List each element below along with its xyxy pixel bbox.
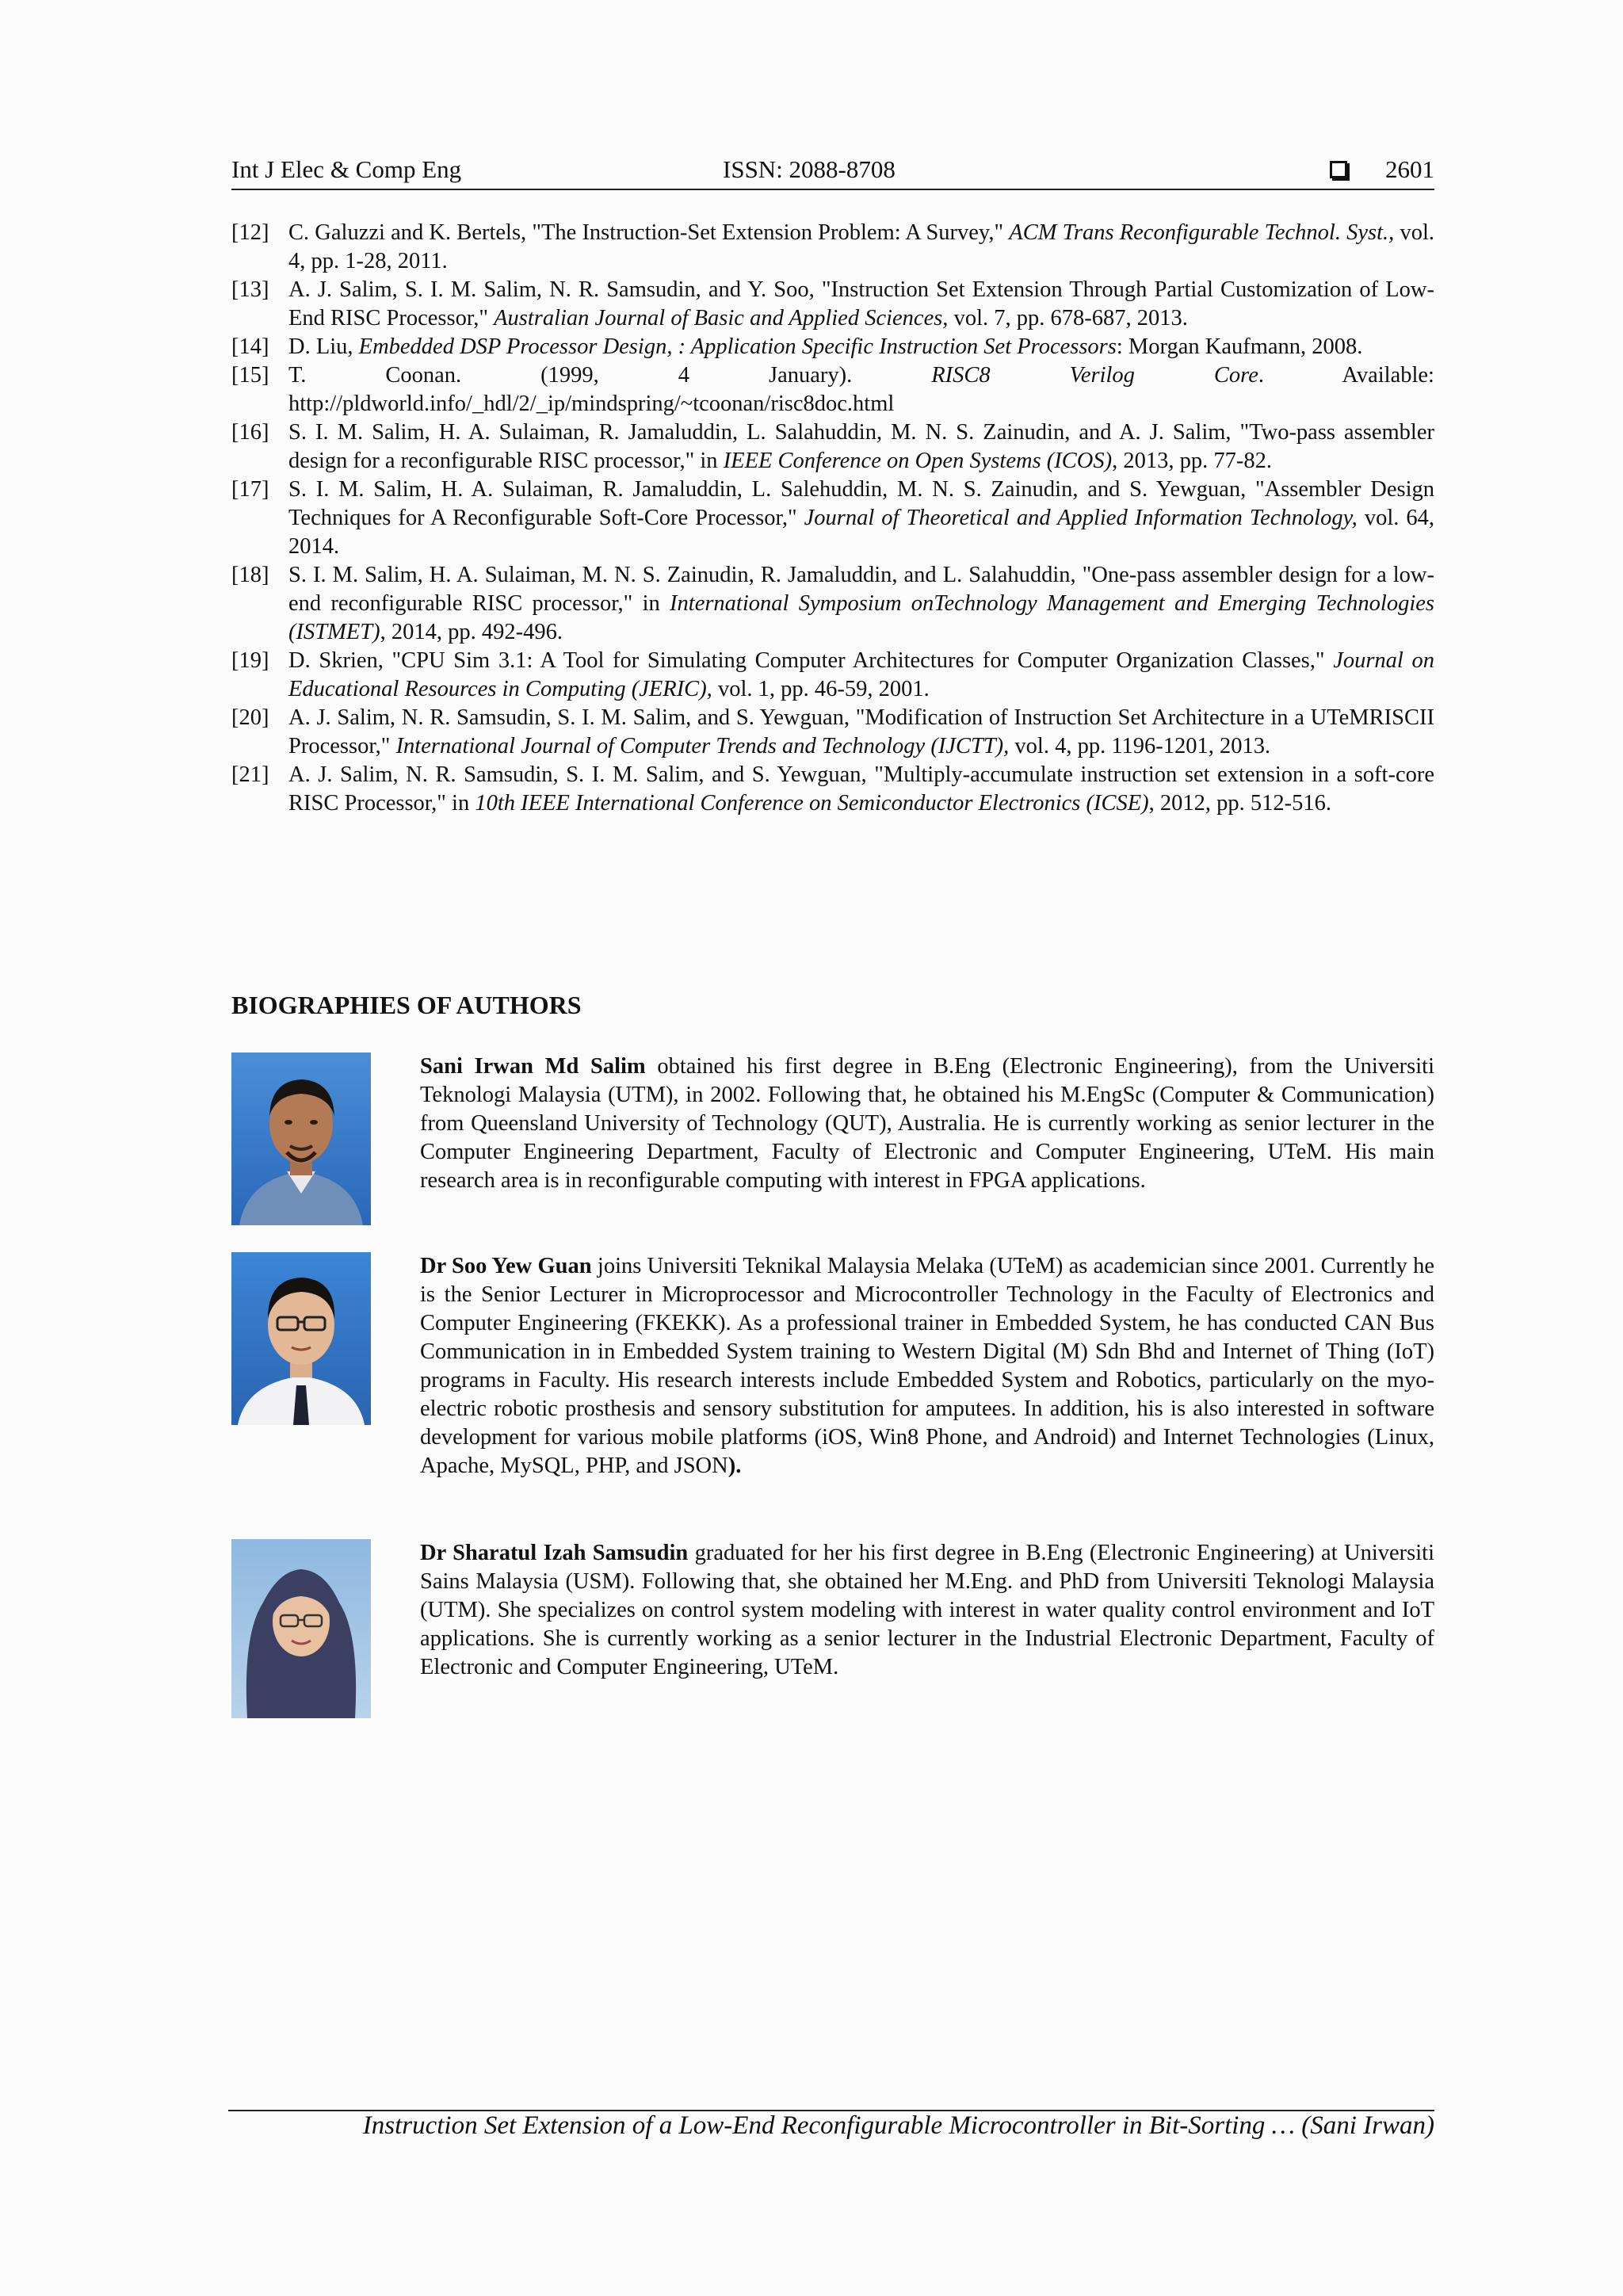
reference-venue: 10th IEEE International Conference on Semiconductor Electronics (ICSE) [475,791,1149,816]
bio-tail: ). [727,1454,742,1478]
author-photo [231,1252,371,1425]
reference-number: [15] [231,363,269,388]
reference-text: D. Liu, [288,334,359,359]
reference-item [231,219,1434,276]
reference-text: C. Galuzzi and K. Bertels, "The Instruction-Set Extension Problem: A Survey," [288,220,1010,245]
reference-venue: Australian Journal of Basic and Applied Sciences, [494,306,949,330]
bio-body: obtained his first degree in B.Eng (Electronic Engineering), from the Universiti Teknologi Malaysia (UTM), in 2002. Following that, he obtained his M.EngSc (Computer & Communication) from Queensland University of Technology (QUT), Australia. He is currently working as senior lecturer in the Computer Engineering Department, Faculty of Electronic and Computer Engineering, UTeM. His main research area is in reconfigurable computing with interest in FPGA applications. [420,1054,1434,1193]
reference-item [231,704,1434,761]
author-photo [231,1052,371,1225]
reference-text: , 2013, pp. 77-82. [1112,449,1272,473]
reference-venue: IEEE Conference on Open Systems (ICOS) [723,449,1113,473]
reference-number: [12] [231,220,269,245]
reference-item [231,761,1434,818]
page-number: 2601 [1385,155,1434,183]
author-bio [231,1539,1434,1721]
reference-list [231,219,1434,818]
author-portrait-icon [231,1252,371,1425]
reference-item [231,276,1434,333]
reference-venue: ACM Trans Reconfigurable Technol. Syst., [1009,220,1395,245]
reference-number: [14] [231,334,269,359]
reference-text: vol. 4, pp. 1196-1201, 2013. [1009,734,1271,758]
reference-text: D. Skrien, "CPU Sim 3.1: A Tool for Simulating Computer Architectures for Computer Organization Classes," [288,648,1334,673]
author-portrait-icon [231,1052,371,1225]
journal-name: Int J Elec & Comp Eng [231,155,462,183]
author-bio [231,1052,1434,1227]
reference-item [231,361,1434,418]
author-name: Dr Soo Yew Guan [420,1254,592,1278]
reference-text: T. Coonan. (1999, 4 January). [288,363,932,388]
section-title: BIOGRAPHIES OF AUTHORS [231,991,582,1019]
author-portrait-icon [231,1539,371,1718]
reference-venue: International Journal of Computer Trends and Technology (IJCTT), [395,734,1010,758]
reference-number: [13] [231,277,269,302]
bio-text [420,1252,1434,1480]
reference-number: [21] [231,762,269,787]
reference-text: , 2014, pp. 492-496. [380,620,563,644]
square-bullet-icon [1330,161,1347,178]
reference-text: vol. 64, 2014. [288,506,1435,559]
reference-item [231,418,1434,476]
issn: ISSN: 2088-8708 [723,155,896,183]
reference-venue: Embedded DSP Processor Design, : Application Specific Instruction Set Processors [358,334,1117,359]
reference-text: S. I. M. Salim, H. A. Sulaiman, M. N. S. Zainudin, R. Jamaluddin, and L. Salahuddin, "One-pass assembler design for a low-end reconfigurable RISC processor," in [288,563,1434,616]
reference-venue: Journal of Theoretical and Applied Information Technology, [804,506,1358,530]
reference-text: , 2012, pp. 512-516. [1148,791,1332,816]
reference-venue: International Symposium onTechnology Management and Emerging Technologies (ISTMET) [288,591,1434,644]
header-rule [231,189,1434,190]
reference-number: [20] [231,705,269,730]
reference-number: [19] [231,648,269,673]
bio-body: joins Universiti Teknikal Malaysia Melaka (UTeM) as academician since 2001. Currently he is the Senior Lecturer in Microprocessor and Microcontroller Technology in the Faculty of Electronics and Computer Engineering (FKEKK). As a professional trainer in Embedded System, he has conducted CAN Bus Communication in in Embedded System training to Western Digital (M) Sdn Bhd and Internet of Thing (IoT) programs in Faculty. His research interests include Embedded System and Robotics, particularly on the myo-electric robotic prosthesis and sensory substitution for amputees. In addition, his is also interested in software development for various mobile platforms (iOS, Win8 Phone, and Android) and Internet Technologies (Linux, Apache, MySQL, PHP, and JSON [420,1254,1434,1478]
reference-item [231,476,1434,561]
reference-venue: Journal on Educational Resources in Computing (JERIC), [288,648,1434,701]
reference-text: S. I. M. Salim, H. A. Sulaiman, R. Jamaluddin, L. Salahuddin, M. N. S. Zainudin, and A. J. Salim, "Two-pass assembler design for a reconfigurable RISC processor," in [288,420,1434,473]
reference-text: : Morgan Kaufmann, 2008. [1116,334,1363,359]
reference-item [231,647,1434,704]
bio-body: graduated for her his first degree in B.Eng (Electronic Engineering) at Universiti Sains Malaysia (USM). Following that, she obtained her M.Eng. and PhD from Universiti Teknologi Malaysia (UTM). She specializes on control system modeling with interest in water quality control environment and IoT applications. She is currently working as a senior lecturer in the Industrial Electronic Department, Faculty of Electronic and Computer Engineering, UTeM. [420,1541,1434,1679]
reference-text: vol. 7, pp. 678-687, 2013. [948,306,1188,330]
reference-text: A. J. Salim, N. R. Samsudin, S. I. M. Salim, and S. Yewguan, "Multiply-accumulate instruction set extension in a soft-core RISC Processor," in [288,762,1434,816]
author-name: Dr Sharatul Izah Samsudin [420,1541,689,1565]
bio-text [420,1539,1434,1682]
running-footer: Instruction Set Extension of a Low-End Reconfigurable Microcontroller in Bit-Sorting … (Sani Irwan) [362,2111,1434,2140]
reference-number: [17] [231,477,269,502]
reference-text: vol. 4, pp. 1-28, 2011. [288,220,1435,273]
reference-number: [18] [231,563,269,587]
reference-item [231,561,1434,647]
reference-number: [16] [231,420,269,445]
reference-text: A. J. Salim, S. I. M. Salim, N. R. Samsudin, and Y. Soo, "Instruction Set Extension Through Partial Customization of Low-End RISC Processor," [288,277,1434,330]
author-photo [231,1539,371,1718]
reference-venue: RISC8 Verilog Core [931,363,1258,388]
reference-text: S. I. M. Salim, H. A. Sulaiman, R. Jamaluddin, L. Salehuddin, M. N. S. Zainudin, and S. Yewguan, "Assembler Design Techniques for A Reconfigurable Soft-Core Processor," [288,477,1434,530]
reference-text: . Available: http://pldworld.info/_hdl/2/_ip/mindspring/~tcoonan/risc8doc.html [288,363,1434,416]
author-bio [231,1252,1434,1553]
running-header [231,155,1434,190]
reference-text: A. J. Salim, N. R. Samsudin, S. I. M. Salim, and S. Yewguan, "Modification of Instruction Set Architecture in a UTeMRISCII Processor," [288,705,1434,758]
bio-text [420,1052,1434,1195]
reference-text: vol. 1, pp. 46-59, 2001. [712,677,930,701]
author-name: Sani Irwan Md Salim [420,1054,646,1079]
reference-item [231,333,1434,361]
page-number-group [1330,155,1434,184]
